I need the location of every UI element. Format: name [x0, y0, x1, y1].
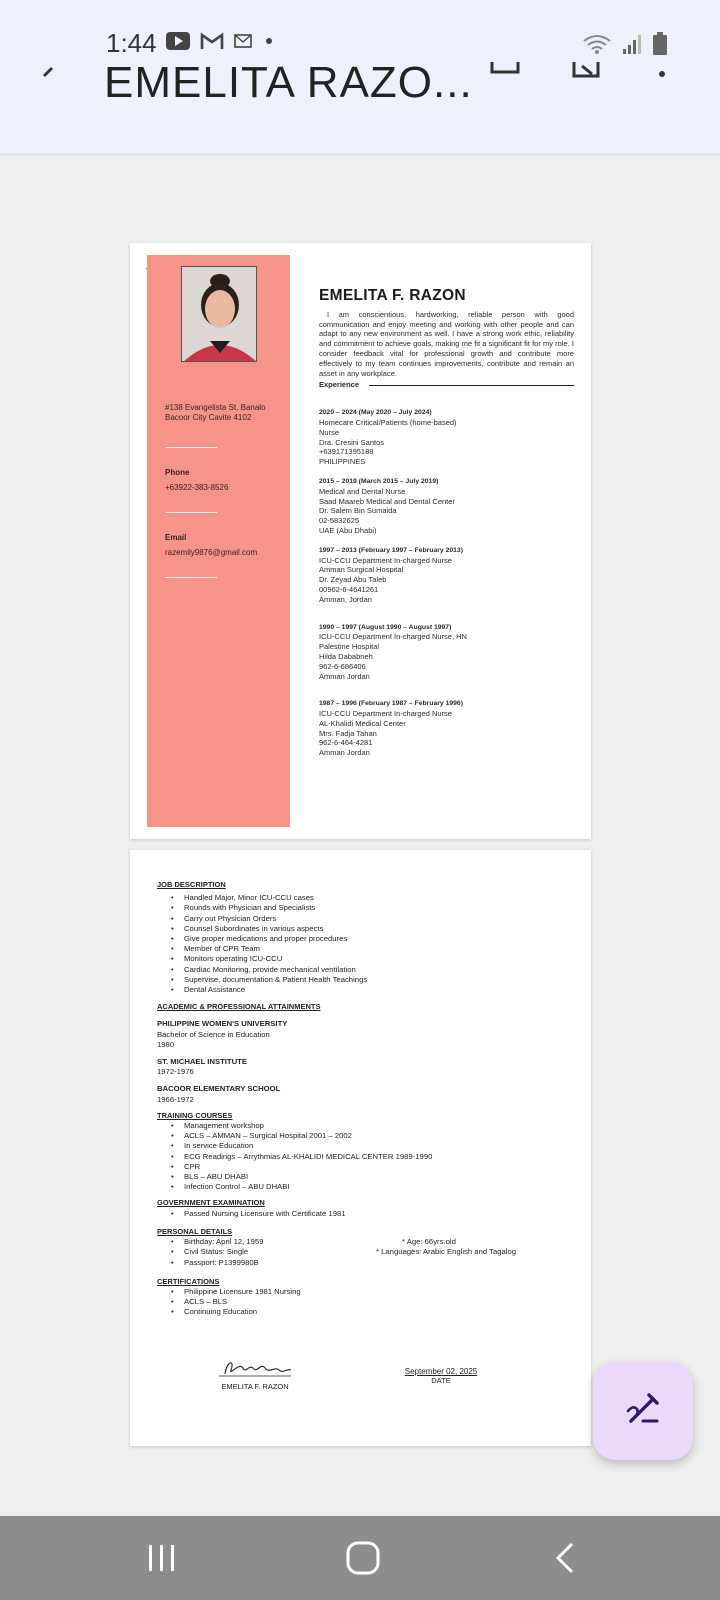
job-line: 962-6-464-4281 — [319, 738, 373, 748]
search-doc-icon[interactable] — [570, 60, 610, 90]
sidebar-divider — [165, 512, 217, 513]
job-date: 1990 – 1997 (August 1990 – August 1997) — [319, 623, 452, 631]
wifi-icon — [582, 33, 612, 60]
system-nav-bar — [0, 1516, 720, 1600]
gov-exam-list — [171, 1209, 577, 1219]
job-line: Medical and Dental Nurse — [319, 486, 406, 496]
job-line: Homecare Critical/Patients (home-based) — [319, 417, 457, 427]
job-date: 2015 – 2019 (March 2015 – July 2019) — [319, 477, 439, 485]
battery-icon — [652, 32, 668, 61]
job-entry — [319, 546, 574, 605]
profile-photo — [181, 266, 257, 362]
experience-heading — [319, 380, 574, 390]
comment-icon[interactable] — [488, 60, 528, 90]
date-label: DATE — [431, 1376, 451, 1385]
resume-page-2-content — [157, 874, 577, 1318]
school-detail: 1966-1972 — [157, 1094, 194, 1104]
job-line: 00962-6-4641261 — [319, 584, 379, 594]
list-item: • Civil Status: Single — [171, 1247, 376, 1257]
more-icon[interactable] — [650, 62, 674, 92]
school-name: PHILIPPINE WOMEN'S UNIVERSITY — [157, 1019, 288, 1029]
job-line: Dra. Cresini Santos — [319, 437, 385, 447]
list-item: • Member of CPR Team — [171, 944, 577, 954]
resume-page-1 — [130, 243, 591, 839]
list-item: • Counsel Subordinates in various aspects — [171, 924, 577, 934]
address — [165, 403, 266, 423]
gmail-icon — [200, 32, 224, 55]
list-item: • ACLS – BLS — [171, 1297, 577, 1307]
job-description-list — [171, 893, 577, 995]
list-item: • Supervise, documentation & Patient Health Teachings — [171, 975, 577, 985]
list-item: • Passport: P1399980B — [171, 1258, 376, 1268]
personal-right-item: * Age: 66yrs.old — [402, 1237, 456, 1247]
list-item: • Give proper medications and proper procedures — [171, 934, 577, 944]
address-line-1: #138 Evangelista St. Banalo — [165, 403, 266, 412]
personal-right-item: * Languages: Arabic English and Tagalog — [376, 1247, 517, 1257]
personal-left-list — [171, 1237, 376, 1268]
job-line: Nurse — [319, 427, 340, 437]
school-detail: Bachelor of Science in Education — [157, 1029, 270, 1039]
school-detail: 1980 — [157, 1039, 175, 1049]
top-app-bar — [0, 0, 720, 155]
job-line: Dr. Zeyad Abu Taleb — [319, 575, 387, 585]
job-line: Amman Jordan — [319, 748, 370, 758]
job-line: AL-Khalidi Medical Center — [319, 718, 406, 728]
list-item: • Management workshop — [171, 1121, 577, 1131]
recents-icon[interactable] — [142, 1540, 182, 1576]
phone-label: Phone — [165, 468, 190, 477]
resume-page-2 — [130, 850, 591, 1446]
list-item: • Rounds with Physician and Specialists — [171, 903, 577, 913]
job-date: 1997 – 2013 (February 1997 – February 2013) — [319, 546, 463, 554]
dot-icon — [262, 34, 276, 53]
list-item: • BLS – ABU DHABI — [171, 1172, 577, 1182]
school-name: BACOOR ELEMENTARY SCHOOL — [157, 1084, 281, 1094]
list-item: • CPR — [171, 1162, 577, 1172]
certifications-title: CERTIFICATIONS — [157, 1276, 220, 1286]
mail-icon — [234, 34, 252, 53]
job-line: ICU-CCU Department In-charged Nurse — [319, 709, 452, 719]
edit-pen-icon — [623, 1389, 663, 1434]
job-line: ICU-CCU Department In-charged Nurse — [319, 555, 452, 565]
certifications-list — [171, 1287, 577, 1318]
job-line: Mrs. Fadja Tahan — [319, 728, 377, 738]
job-line: Amman Surgical Hospital — [319, 565, 404, 575]
gov-exam-title: GOVERNMENT EXAMINATION — [157, 1198, 265, 1208]
job-date: 2020 – 2024 (May 2020 – July 2024) — [319, 409, 432, 417]
back-icon[interactable] — [34, 62, 64, 92]
list-item: • Infection Control – ABU DHABI — [171, 1182, 577, 1192]
job-date: 1987 – 1996 (February 1987 – February 1996) — [319, 700, 463, 708]
job-line: Saad Maareb Medical and Dental Center — [319, 496, 455, 506]
experience-rule — [369, 385, 574, 386]
status-bar — [0, 28, 720, 62]
job-entry — [319, 477, 574, 536]
resume-main-column — [319, 287, 574, 758]
resume-sidebar — [147, 255, 290, 827]
school-detail: 1972-1976 — [157, 1067, 194, 1077]
list-item: • Dental Assistance — [171, 985, 577, 995]
job-line: Amman Jordan — [319, 671, 370, 681]
training-title: TRAINING COURSES — [157, 1110, 233, 1120]
sidebar-divider — [165, 447, 217, 448]
personal-right-list — [376, 1237, 516, 1268]
email-block — [165, 533, 257, 558]
date-value: September 02, 2025 — [404, 1367, 478, 1376]
resume-name: EMELITA F. RAZON — [319, 287, 466, 304]
home-icon[interactable] — [343, 1540, 383, 1576]
address-line-2: Bacoor City Cavite 4102 — [165, 413, 252, 422]
personal-title: PERSONAL DETAILS — [157, 1226, 233, 1236]
list-item: • Carry out Physician Orders — [171, 914, 577, 924]
status-time: 1:44 — [106, 28, 157, 58]
academic-title: ACADEMIC & PROFESSIONAL ATTAINMENTS — [157, 1002, 321, 1012]
job-line: 02-5832625 — [319, 516, 360, 526]
list-item: • Cardiac Monitoring, provide mechanical ventilation — [171, 965, 577, 975]
training-list — [171, 1121, 577, 1192]
job-line: Dr. Salem Bin Sumaida — [319, 506, 397, 516]
sidebar-divider — [165, 577, 217, 578]
handwritten-signature — [215, 1356, 295, 1380]
list-item: • Monitors operating ICU-CCU — [171, 954, 577, 964]
experience-label: Experience — [319, 380, 360, 390]
email-label: Email — [165, 533, 187, 542]
resume-summary: I am conscientious, hardworking, reliable person with good communication and enjoy meeting and working with other people and can adapt to any new environment as well. I have a strong work ethic, reliability and commitment to achieve goals, making me fit a significant fit for my role. I consider feedback vital for professional growth and contribute more effectively to my team continues improvements, contribute and remain an asset in any workplace. — [319, 309, 574, 378]
email-value: razemily9876@gmail.com — [165, 548, 258, 557]
list-item: • Passed Nursing Licensure with Certificate 1981 — [171, 1209, 577, 1219]
personal-details — [157, 1237, 577, 1268]
back-nav-icon[interactable] — [546, 1540, 586, 1576]
job-line: ICU-CCU Department In-charged Nurse, HN — [319, 632, 467, 642]
job-line: Palestine Hospital — [319, 642, 380, 652]
document-title: EMELITA RAZO... — [104, 58, 473, 107]
phone-block — [165, 468, 228, 493]
date-block — [396, 1367, 486, 1385]
list-item: • ECG Readings – Arrythmias AL-KHALIDI MEDICAL CENTER 1989-1990 — [171, 1152, 577, 1162]
job-line: Hilda Dababneh — [319, 651, 373, 661]
list-item: • Continuing Education — [171, 1307, 577, 1317]
job-description-title: JOB DESCRIPTION — [157, 880, 226, 889]
youtube-icon — [166, 32, 190, 55]
job-entry — [319, 623, 574, 682]
job-entry — [319, 699, 574, 758]
signature-block — [210, 1356, 300, 1391]
job-line: UAE (Abu Dhabi) — [319, 525, 377, 535]
phone-value: +63922-383-8526 — [165, 483, 229, 492]
list-item: • In service Education — [171, 1141, 577, 1151]
list-item: • ACLS – AMMAN – Surgical Hospital 2001 – 2002 — [171, 1131, 577, 1141]
job-line: +639171395188 — [319, 447, 374, 457]
job-line: 962-6-686406 — [319, 661, 366, 671]
list-item: • Philippine Licensure 1981 Nursing — [171, 1287, 577, 1297]
list-item: • Handled Major, Minor ICU-CCU cases — [171, 893, 577, 903]
school-name: ST. MICHAEL INSTITUTE — [157, 1057, 247, 1067]
job-line: PHILIPPINES — [319, 457, 366, 467]
list-item: • Birthday: April 12, 1959 — [171, 1237, 376, 1247]
signal-icon — [622, 33, 642, 60]
signature-name: EMELITA F. RAZON — [221, 1382, 289, 1391]
edit-fab-button[interactable] — [593, 1362, 693, 1460]
job-line: Amman, Jordan — [319, 594, 372, 604]
job-entry — [319, 408, 574, 467]
